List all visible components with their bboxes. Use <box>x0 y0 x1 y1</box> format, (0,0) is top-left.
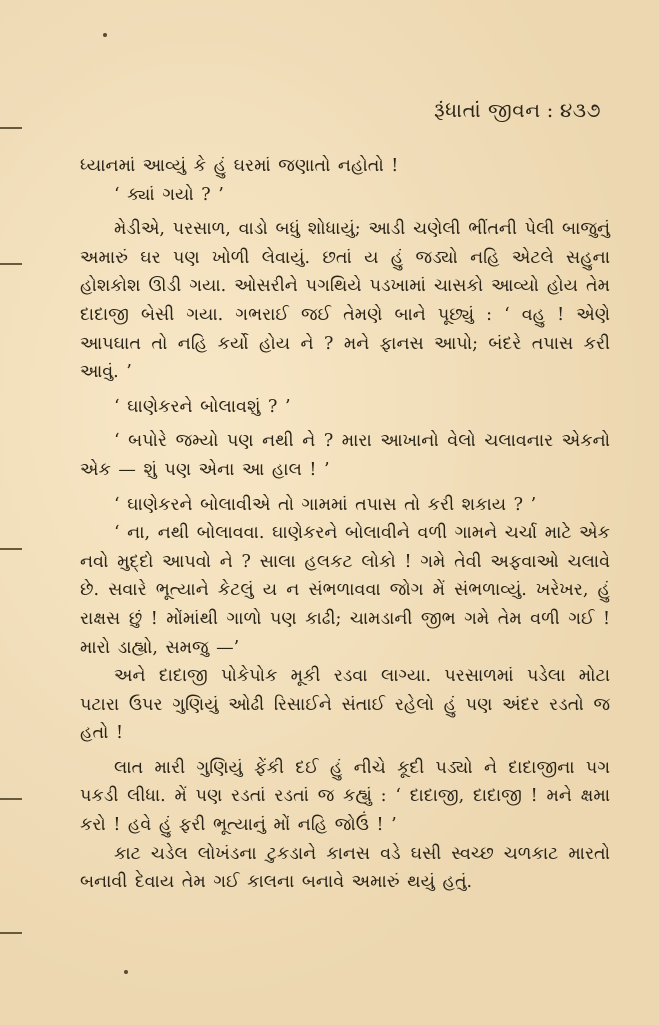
page-edge-mark <box>0 548 22 550</box>
paragraph: ‘ ના, નથી બોલાવવા. ઘાણેકરને બોલાવીને વળી ગામને ચર્ચા માટે એક નવો મુદ્દો આપવો ને ? સાલા હલકટ લોકો ! ગમે તેવી અફવાઓ ચલાવે છે. સવારે ભૂત્યાને કેટલું ય ન સંભળાવવા જોગ મેં સંભળાવ્યું. ખરેખર, હું રાક્ષસ છું ! મોંમાંથી ગાળો પણ કાઢી; ચામડાની જીભ ગમે તેમ વળી ગઈ ! મારો ડાહ્યો, સમજુ —’ <box>80 523 610 658</box>
page-edge-mark <box>0 932 22 934</box>
running-header-separator: : <box>546 98 554 122</box>
page-edge-mark <box>0 127 22 129</box>
paragraph: ધ્યાનમાં આવ્યું કે હું ઘરમાં જણાતો નહોતો ! <box>80 156 399 176</box>
paragraph: ‘ ઘાણેકરને બોલાવીએ તો ગામમાં તપાસ તો કરી શકાય ? ’ <box>114 494 537 515</box>
ink-speck <box>103 33 107 37</box>
paragraph: લાત મારી ગુણિયું ફેંકી દઈ હું નીચે કૂદી પડ્યો ને દાદાજીના પગ પકડી લીધા. મેં પણ રડતાં રડતાં જ કહ્યું : ‘ દાદાજી, દાદાજી ! મને ક્ષમા કરો ! હવે હું ફરી ભૂત્યાનું મોં નહિ જોઉં ! ’ <box>80 757 610 836</box>
body-text <box>80 152 610 897</box>
page-edge-mark <box>0 263 22 265</box>
page-edge-mark <box>0 798 22 800</box>
running-header <box>434 98 601 122</box>
ink-speck <box>124 970 128 974</box>
paragraph: ‘ બપોરે જમ્યો પણ નથી ને ? મારા આખાનો વેલો ચલાવનાર એકનો એક — શું પણ એના આ હાલ ! ’ <box>80 431 610 480</box>
paragraph: ‘ ક્યાં ગયો ? ’ <box>114 184 224 205</box>
paragraph: ‘ ઘાણેકરને બોલાવશું ? ’ <box>114 396 291 417</box>
paragraph: અને દાદાજી પોકેપોક મૂકી રડવા લાગ્યા. પરસાળમાં પડેલા મોટા પટારા ઉપર ગુણિયું ઓઢી રિસાઈને સંતાઈ રહેલો હું પણ અંદર રડતો જ હતો ! <box>80 666 610 744</box>
page-number: ૪૩૭ <box>559 98 601 122</box>
running-header-title: રૂંધાતાં જીવન <box>433 98 541 122</box>
paragraph: મેડીએ, પરસાળ, વાડો બધું શોધાયું; આડી ચણેલી ભીંતની પેલી બાજુનું અમારું ઘર પણ ખોળી લેવાયું. છતાં ય હું જડ્યો નહિ એટલે સહુના હોશકોશ ઊડી ગયા. ઓસરીને પગથિયે પડખામાં ચાસકો આવ્યો હોય તેમ દાદાજી બેસી ગયા. ગભરાઈ જઈ તેમણે બાને પૂછ્યું : ‘ વહુ ! એણે આપઘાત તો નહિ કર્યો હોય ને ? મને ફાનસ આપો; બંદરે તપાસ કરી આવું. ’ <box>80 219 610 383</box>
paragraph: કાટ ચડેલ લોખંડના ટુકડાને કાનસ વડે ઘસી સ્વચ્છ ચળકાટ મારતો બનાવી દેવાય તેમ ગઈ કાલના બનાવે અમારું થયું હતું. <box>80 843 610 893</box>
